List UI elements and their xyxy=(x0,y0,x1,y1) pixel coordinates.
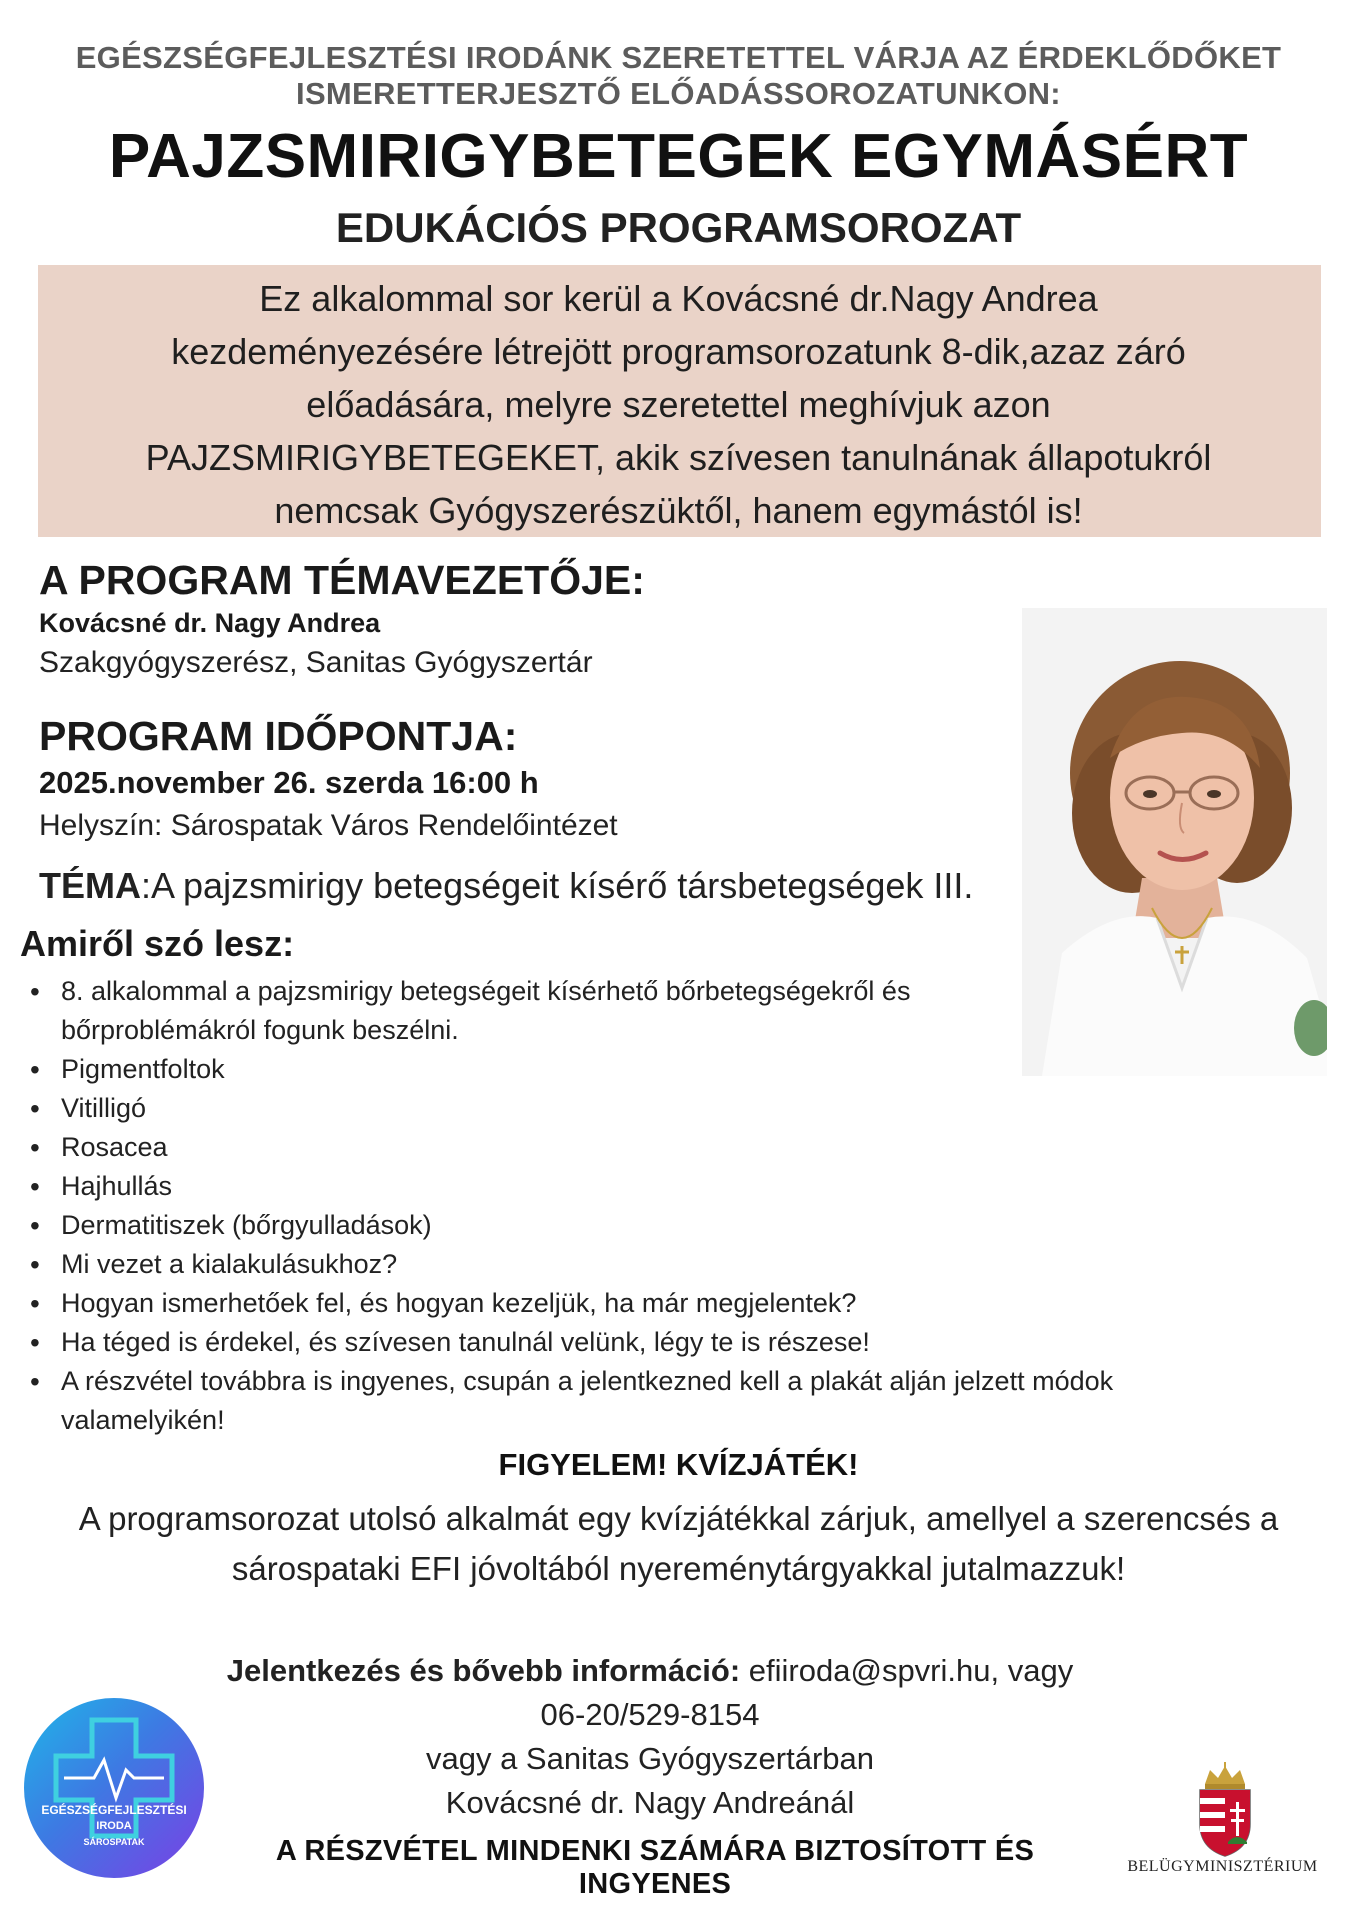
topic-label: TÉMA xyxy=(39,865,141,906)
quiz-line-2: sárospataki EFI jóvoltából nyereménytárgyakkal jutalmazzuk! xyxy=(231,1550,1126,1587)
list-item: • Vitilligó xyxy=(26,1089,1026,1128)
contact-block xyxy=(150,1649,1150,1825)
invitation-line-4: PAJZSMIRIGYBETEGEKET, akik szívesen tanulnának állapotukról xyxy=(145,437,1212,478)
leader-role: Szakgyógyszerész, Sanitas Gyógyszertár xyxy=(39,646,593,679)
logo-text-2: IRODA xyxy=(96,1820,132,1832)
intro-line-1: EGÉSZSÉGFEJLESZTÉSI IRODÁNK SZERETETTEL VÁRJA AZ ÉRDEKLŐDŐKET xyxy=(75,40,1282,75)
list-item: • Rosacea xyxy=(26,1128,1026,1167)
list-item: • Hajhullás xyxy=(26,1167,1026,1206)
invitation-line-3: előadására, melyre szeretettel meghívjuk azon xyxy=(306,384,1051,425)
quiz-text xyxy=(20,1494,1337,1594)
list-item: • Ha téged is érdekel, és szívesen tanulnál velünk, légy te is részese! xyxy=(26,1323,1026,1362)
logo-text-1: EGÉSZSÉGFEJLESZTÉSI xyxy=(41,1803,187,1817)
intro-line-2: ISMERETTERJESZTŐ ELŐADÁSSOROZATUNKON: xyxy=(296,76,1061,111)
coat-of-arms-icon xyxy=(1190,1762,1260,1858)
topic-text: :A pajzsmirigy betegségeit kísérő társbetegségek III. xyxy=(141,865,974,906)
invitation-text xyxy=(60,272,1297,537)
invitation-line-1: Ez alkalommal sor kerül a Kovácsné dr.Nagy Andrea xyxy=(259,278,1098,319)
speaker-photo xyxy=(1022,608,1327,1076)
agenda-heading: Amiről szó lesz: xyxy=(20,923,295,964)
page-subtitle: EDUKÁCIÓS PROGRAMSOROZAT xyxy=(335,204,1022,251)
list-item: • 8. alkalommal a pajzsmirigy betegségeit kísérhető bőrbetegségekről és bőrproblémákról fogunk beszélni. xyxy=(26,972,1026,1050)
contact-label: Jelentkezés és bővebb információ: xyxy=(226,1653,741,1688)
contact-line-4: Kovácsné dr. Nagy Andreánál xyxy=(445,1785,855,1820)
schedule-heading: PROGRAM IDŐPONTJA: xyxy=(39,713,518,759)
list-item-continuation: valamelyikén! xyxy=(61,1405,225,1435)
intro-text xyxy=(0,40,1357,112)
leader-name: Kovácsné dr. Nagy Andrea xyxy=(39,608,381,638)
contact-phone[interactable]: 06-20/529-8154 xyxy=(540,1697,760,1732)
logo-text-3: SÁROSPATAK xyxy=(83,1837,145,1847)
program-location: Helyszín: Sárospatak Város Rendelőintézet xyxy=(39,809,618,842)
contact-line-1 xyxy=(150,1649,1150,1693)
ministry-name: BELÜGYMINISZTÉRIUM xyxy=(1127,1858,1318,1875)
list-item-continuation: bőrproblémákról fogunk beszélni. xyxy=(61,1015,459,1045)
invitation-line-2: kezdeményezésére létrejött programsorozatunk 8-dik,azaz záró xyxy=(171,331,1186,372)
list-item: • Mi vezet a kialakulásukhoz? xyxy=(26,1245,1026,1284)
list-item: • A részvétel továbbra is ingyenes, csupán a jelentkezned kell a plakát alján jelzett módok valamelyikén! xyxy=(26,1362,1311,1440)
contact-email[interactable]: efiiroda@spvri.hu, vagy xyxy=(740,1653,1074,1688)
quiz-line-1: A programsorozat utolsó alkalmát egy kvízjátékkal zárjuk, amellyel a szerencsés a xyxy=(78,1500,1279,1537)
topic-line xyxy=(39,864,973,908)
list-item: • Pigmentfoltok xyxy=(26,1050,1026,1089)
list-item: • Hogyan ismerhetőek fel, és hogyan kezeljük, ha már megjelentek? xyxy=(26,1284,1026,1323)
program-date: 2025.november 26. szerda 16:00 h xyxy=(39,765,539,800)
list-item: • Dermatitiszek (bőrgyulladások) xyxy=(26,1206,1026,1245)
page-title: PAJZSMIRIGYBETEGEK EGYMÁSÉRT xyxy=(108,122,1249,191)
quiz-heading: FIGYELEM! KVÍZJÁTÉK! xyxy=(498,1447,859,1482)
leader-heading: A PROGRAM TÉMAVEZETŐJE: xyxy=(39,557,645,603)
speaker-portrait-illustration xyxy=(1022,608,1327,1076)
footer-text: A RÉSZVÉTEL MINDENKI SZÁMÁRA BIZTOSÍTOTT ÉS INGYENES xyxy=(275,1835,1035,1900)
agenda-list xyxy=(26,972,1114,1440)
medical-cross-icon xyxy=(24,1698,204,1878)
invitation-line-5: nemcsak Gyógyszerészüktől, hanem egymástól is! xyxy=(274,490,1083,531)
efi-logo xyxy=(24,1698,204,1878)
contact-line-3: vagy a Sanitas Gyógyszertárban xyxy=(425,1741,875,1776)
